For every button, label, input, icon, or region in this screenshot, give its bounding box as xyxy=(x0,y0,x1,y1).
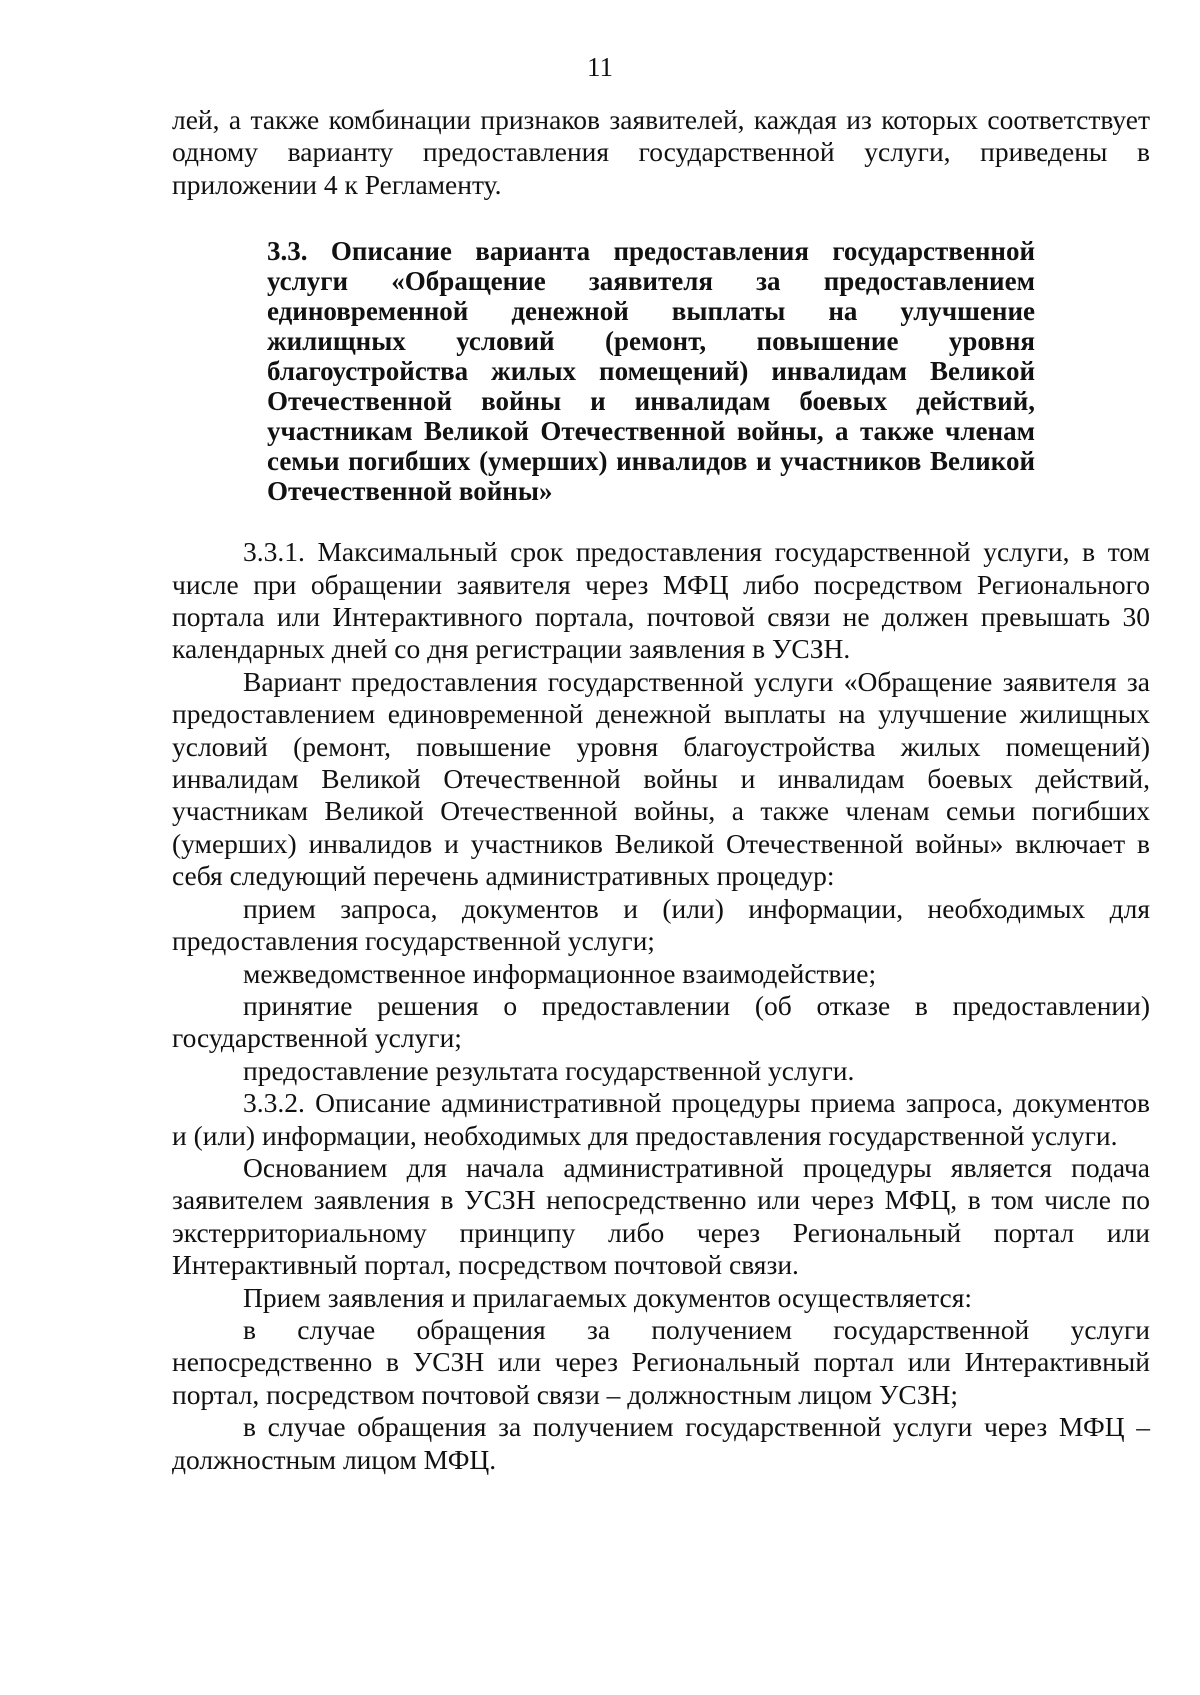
section-heading: 3.3. Описание варианта предоставления государственной услуги «Обращение заявителя за предоставлением единовременной денежной выплаты на улучшение жилищных условий (ремонт, повышение уровня благоустройства жилых помещений) инвалидам Великой Отечественной войны и инвалидам боевых действий, участникам Великой Отечественной войны, а также членам семьи погибших (умерших) инвалидов и участников Великой Отечественной войны» xyxy=(267,236,1035,507)
intro-paragraph: лей, а также комбинации признаков заявителей, каждая из которых соответствует одному варианту предоставления государственной услуги, приведены в приложении 4 к Регламенту. xyxy=(172,104,1150,200)
list-item-reception-mfc: в случае обращения за получением государственной услуги через МФЦ – должностным лицом МФЦ. xyxy=(172,1411,1150,1475)
paragraph-reception: Прием заявления и прилагаемых документов осуществляется: xyxy=(243,1281,972,1313)
page-number: 11 xyxy=(587,52,613,82)
list-item-procedure-1: прием запроса, документов и (или) информации, необходимых для предоставления государственной услуги; xyxy=(172,892,1150,957)
paragraph-variant-description: Вариант предоставления государственной услуги «Обращение заявителя за предоставлением единовременной денежной выплаты на улучшение жилищных условий (ремонт, повышение уровня благоустройства жилых помещений) инвалидам Великой Отечественной войны и инвалидам боевых действий, участникам Великой Отечественной войны, а также членам семьи погибших (умерших) инвалидов и участников Великой Отечественной войны» включает в себя следующий перечень административных процедур: xyxy=(172,665,1150,892)
list-item-procedure-2: межведомственное информационное взаимодействие; xyxy=(243,957,877,989)
list-item-reception-uszn: в случае обращения за получением государственной услуги непосредственно в УСЗН или через Региональный портал или Интерактивный портал, посредством почтовой связи – должностным лицом УСЗН; xyxy=(172,1313,1150,1410)
list-item-procedure-4: предоставление результата государственной услуги. xyxy=(243,1054,855,1086)
paragraph-3-3-1: 3.3.1. Максимальный срок предоставления государственной услуги, в том числе при обращении заявителя через МФЦ либо посредством Регионального портала или Интерактивного портала, почтовой связи не должен превышать 30 календарных дней со дня регистрации заявления в УСЗН. xyxy=(172,536,1150,665)
page-body xyxy=(172,104,1150,1476)
list-item-procedure-3: принятие решения о предоставлении (об отказе в предоставлении) государственной услуги; xyxy=(172,989,1150,1054)
paragraph-basis: Основанием для начала административной процедуры является подача заявителем заявления в УСЗН непосредственно или через МФЦ, в том числе по экстерриториальному принципу либо через Региональный портал или Интерактивный портал, посредством почтовой связи. xyxy=(172,1151,1150,1281)
paragraph-3-3-2: 3.3.2. Описание административной процедуры приема запроса, документов и (или) информации, необходимых для предоставления государственной услуги. xyxy=(172,1087,1150,1151)
